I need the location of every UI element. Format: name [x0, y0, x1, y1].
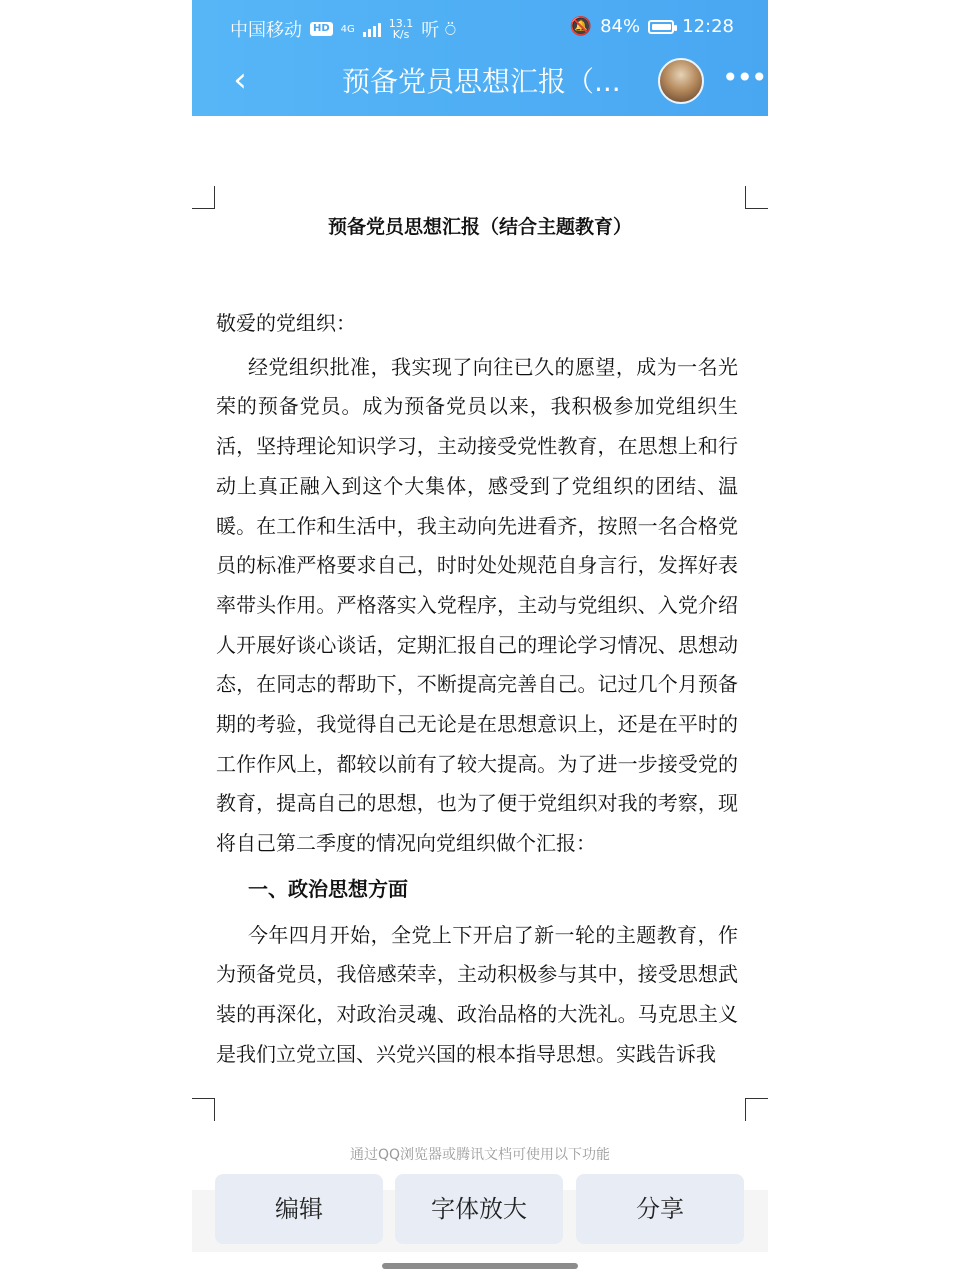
- header-bar: [192, 0, 768, 116]
- salutation: 敬爱的党组织：: [216, 311, 356, 335]
- mute-bell-icon: 🔕: [569, 16, 593, 37]
- network-label: 4G: [340, 23, 355, 35]
- avatar[interactable]: [658, 58, 704, 104]
- status-right: [570, 16, 734, 37]
- signal-icon: [363, 21, 381, 37]
- page-corner-mark: [192, 1098, 215, 1121]
- edit-button[interactable]: 编辑: [215, 1174, 383, 1244]
- home-indicator[interactable]: [382, 1263, 578, 1269]
- status-left: [230, 16, 456, 42]
- footer-toolbar: [192, 1136, 768, 1280]
- section-heading: 一、政治思想方面: [248, 876, 408, 901]
- document-title: 预备党员思想汇报（结合主题教育）: [327, 216, 632, 238]
- extra-status-icons: 听 ⍥: [421, 20, 456, 41]
- phone-screen: [192, 0, 768, 1280]
- nav-bar: [192, 54, 768, 110]
- speed-unit: K/s: [392, 28, 410, 41]
- clock: 12:28: [682, 16, 734, 37]
- battery-percent: 84%: [600, 16, 641, 37]
- paragraph: 经党组织批准，我实现了向往已久的愿望，成为一名光荣的预备党员。成为预备党员以来，我积极参加党组织生活，坚持理论知识学习，主动接受党性教育，在思想上和行动上真正融入到这个大集体，感受到了党组织的团结、温暖。在工作和生活中，我主动向先进看齐，按照一名合格党员的标准严格要求自己，时时处处规范自身言行，发挥好表率带头作用。严格落实入党程序，主动与党组织、入党介绍人开展好谈心谈话，定期汇报自己的理论学习情况、思想动态，在同志的帮助下，不断提高完善自己。记过几个月预备期的考验，我觉得自己无论是在思想意识上，还是在平时的工作作风上，都较以前有了较大提高。为了进一步接受党的教育，提高自己的思想，也为了便于党组织对我的考察，现将自己第二季度的情况向党组织做个汇报：: [216, 354, 738, 856]
- carrier-label: 中国移动: [230, 20, 302, 41]
- speed-value: 13.1: [388, 17, 414, 30]
- hd-icon: HD: [310, 22, 333, 36]
- network-speed: [389, 18, 414, 40]
- page-corner-mark: [745, 186, 768, 209]
- page-title: 预备党员思想汇报（...: [342, 65, 621, 98]
- back-chevron-icon[interactable]: ‹: [233, 60, 247, 100]
- footer-hint: 通过QQ浏览器或腾讯文档可使用以下功能: [349, 1147, 611, 1163]
- document-body: [216, 304, 738, 1074]
- share-button[interactable]: 分享: [576, 1174, 744, 1244]
- page-corner-mark: [192, 186, 215, 209]
- font-zoom-button[interactable]: 字体放大: [395, 1174, 563, 1244]
- page-corner-mark: [745, 1098, 768, 1121]
- more-dots-icon[interactable]: •••: [722, 61, 766, 94]
- battery-icon: [648, 20, 674, 34]
- document-viewer[interactable]: [192, 116, 768, 1136]
- paragraph: 今年四月开始，全党上下开启了新一轮的主题教育，作为预备党员，我倍感荣幸，主动积极参与其中，接受思想武装的再深化，对政治灵魂、政治品格的大洗礼。马克思主义是我们立党立国、兴党兴国的根本指导思想。实践告诉我: [216, 922, 738, 1066]
- button-row: [192, 1190, 768, 1252]
- status-bar: [192, 10, 768, 46]
